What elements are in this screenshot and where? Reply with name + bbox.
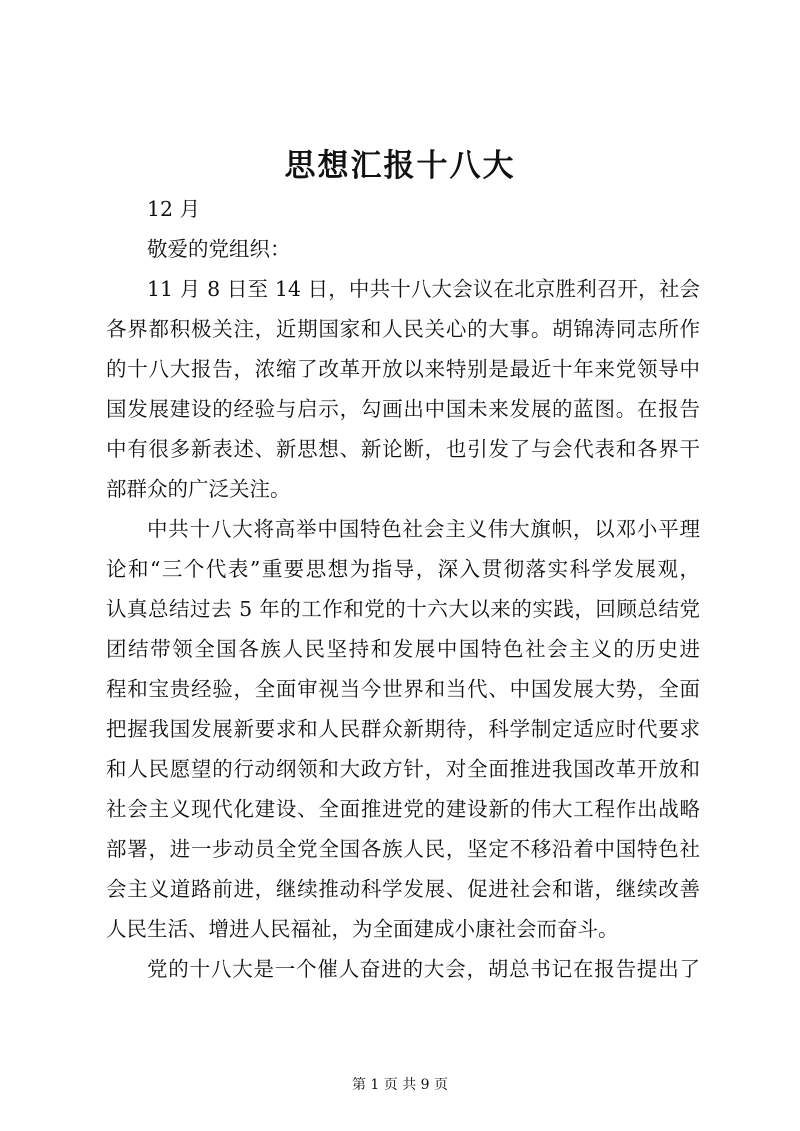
paragraph-2-line: 部署，进一步动员全党全国各族人民，坚定不移沿着中国特色社 (106, 837, 700, 861)
paragraph-1-line: 的十八大报告，浓缩了改革开放以来特别是最近十年来党领导中 (106, 357, 700, 381)
paragraph-2-line: 中共十八大将高举中国特色社会主义伟大旗帜，以邓小平理 (147, 517, 700, 541)
paragraph-2-line: 把握我国发展新要求和人民群众新期待，科学制定适应时代要求 (106, 717, 700, 741)
paragraph-1-line: 国发展建设的经验与启示，勾画出中国未来发展的蓝图。在报告 (106, 397, 700, 421)
paragraph-1-line: 部群众的广泛关注。 (106, 477, 291, 501)
document-body (106, 189, 700, 989)
date-line: 12 月 (147, 197, 201, 221)
paragraph-2-line: 认真总结过去 5 年的工作和党的十六大以来的实践，回顾总结党 (106, 597, 700, 621)
paragraph-2-line: 社会主义现代化建设、全面推进党的建设新的伟大工程作出战略 (106, 797, 700, 821)
paragraph-2-line: 团结带领全国各族人民坚持和发展中国特色社会主义的历史进 (106, 637, 700, 661)
paragraph-1-line: 中有很多新表述、新思想、新论断，也引发了与会代表和各界干 (106, 437, 700, 461)
paragraph-2-line: 会主义道路前进，继续推动科学发展、促进社会和谐，继续改善 (106, 877, 700, 901)
paragraph-1-line: 11 月 8 日至 14 日，中共十八大会议在北京胜利召开，社会 (147, 277, 700, 301)
salutation-line: 敬爱的党组织： (147, 237, 291, 261)
paragraph-2-line: 程和宝贵经验，全面审视当今世界和当代、中国发展大势，全面 (106, 677, 700, 701)
paragraph-2-line: 人民生活、增进人民福祉，为全面建成小康社会而奋斗。 (106, 917, 619, 941)
document-title: 思想汇报十八大 (284, 148, 516, 184)
paragraph-1-line: 各界都积极关注，近期国家和人民关心的大事。胡锦涛同志所作 (106, 317, 700, 341)
page-number-footer: 第 1 页 共 9 页 (351, 1077, 449, 1093)
paragraph-2-line: 和人民愿望的行动纲领和大政方针，对全面推进我国改革开放和 (106, 757, 700, 781)
paragraph-3-line: 党的十八大是一个催人奋进的大会，胡总书记在报告提出了 (147, 957, 700, 981)
paragraph-2-line: 论和“三个代表”重要思想为指导，深入贯彻落实科学发展观， (106, 557, 700, 581)
